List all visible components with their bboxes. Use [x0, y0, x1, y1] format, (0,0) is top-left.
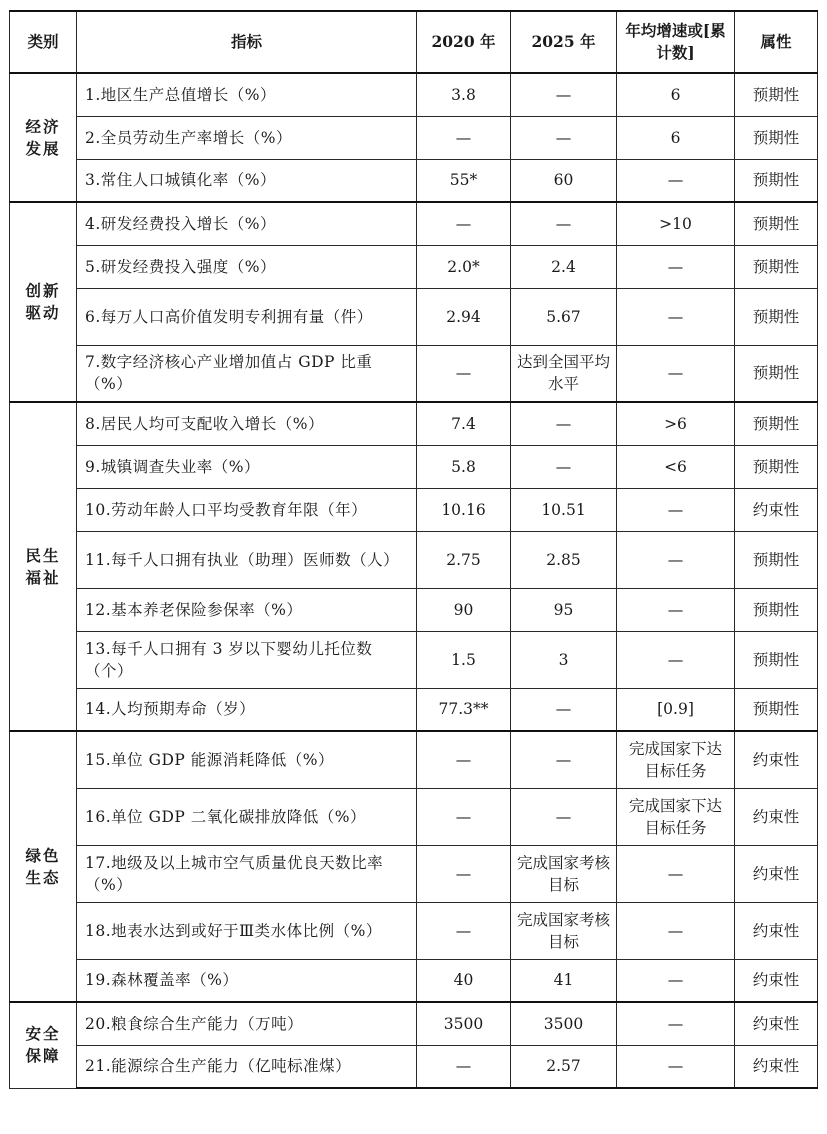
value-2020: — [417, 902, 511, 959]
growth-cell: 完成国家下达目标任务 [617, 788, 735, 845]
attribute-cell: 约束性 [735, 488, 818, 531]
growth-cell: — [617, 588, 735, 631]
attribute-cell: 预期性 [735, 588, 818, 631]
indicator-cell: 14.人均预期寿命（岁） [77, 688, 417, 731]
header-row [10, 11, 818, 73]
group-security [10, 1002, 818, 1088]
value-2025: 95 [511, 588, 617, 631]
attribute-cell: 约束性 [735, 1002, 818, 1045]
table-row [10, 345, 818, 402]
group-innovation [10, 202, 818, 402]
attribute-cell: 预期性 [735, 531, 818, 588]
value-2025: 2.57 [511, 1045, 617, 1088]
value-2020: — [417, 345, 511, 402]
header-growth: 年均增速或[累计数] [617, 11, 735, 73]
table-row [10, 902, 818, 959]
value-2020: 2.0* [417, 245, 511, 288]
table-row [10, 402, 818, 445]
value-2025: — [511, 116, 617, 159]
value-2020: — [417, 788, 511, 845]
attribute-cell: 预期性 [735, 402, 818, 445]
table-row [10, 116, 818, 159]
header-category: 类别 [10, 11, 77, 73]
table-row [10, 445, 818, 488]
table-row [10, 288, 818, 345]
indicator-cell: 11.每千人口拥有执业（助理）医师数（人） [77, 531, 417, 588]
value-2025: — [511, 202, 617, 245]
growth-cell: — [617, 159, 735, 202]
value-2020: 10.16 [417, 488, 511, 531]
value-2025: 41 [511, 959, 617, 1002]
growth-cell: 完成国家下达目标任务 [617, 731, 735, 788]
growth-cell: — [617, 631, 735, 688]
attribute-cell: 约束性 [735, 959, 818, 1002]
table-row [10, 1045, 818, 1088]
table-row [10, 688, 818, 731]
indicator-cell: 1.地区生产总值增长（%） [77, 73, 417, 116]
value-2020: 2.94 [417, 288, 511, 345]
attribute-cell: 预期性 [735, 631, 818, 688]
header-attribute: 属性 [735, 11, 818, 73]
category-cell: 创新驱动 [10, 202, 77, 402]
attribute-cell: 约束性 [735, 902, 818, 959]
value-2020: 55* [417, 159, 511, 202]
value-2020: 77.3** [417, 688, 511, 731]
table-row [10, 731, 818, 788]
growth-cell: 6 [617, 73, 735, 116]
growth-cell: >10 [617, 202, 735, 245]
indicator-cell: 9.城镇调查失业率（%） [77, 445, 417, 488]
indicator-cell: 7.数字经济核心产业增加值占 GDP 比重（%） [77, 345, 417, 402]
value-2020: — [417, 116, 511, 159]
growth-cell: — [617, 845, 735, 902]
table-row [10, 488, 818, 531]
value-2020: — [417, 845, 511, 902]
indicator-cell: 18.地表水达到或好于Ⅲ类水体比例（%） [77, 902, 417, 959]
indicator-cell: 5.研发经费投入强度（%） [77, 245, 417, 288]
table-row [10, 73, 818, 116]
indicator-cell: 21.能源综合生产能力（亿吨标准煤） [77, 1045, 417, 1088]
group-wellbeing [10, 402, 818, 731]
attribute-cell: 约束性 [735, 788, 818, 845]
attribute-cell: 预期性 [735, 688, 818, 731]
growth-cell: — [617, 488, 735, 531]
attribute-cell: 约束性 [735, 845, 818, 902]
value-2025: 达到全国平均水平 [511, 345, 617, 402]
growth-cell: — [617, 245, 735, 288]
value-2020: — [417, 731, 511, 788]
growth-cell: <6 [617, 445, 735, 488]
value-2025: 2.4 [511, 245, 617, 288]
value-2020: 1.5 [417, 631, 511, 688]
growth-cell: — [617, 288, 735, 345]
attribute-cell: 约束性 [735, 1045, 818, 1088]
value-2020: 2.75 [417, 531, 511, 588]
attribute-cell: 预期性 [735, 116, 818, 159]
indicator-cell: 8.居民人均可支配收入增长（%） [77, 402, 417, 445]
value-2020: 90 [417, 588, 511, 631]
value-2020: 5.8 [417, 445, 511, 488]
value-2020: 7.4 [417, 402, 511, 445]
value-2025: 3 [511, 631, 617, 688]
group-economy [10, 73, 818, 202]
header-indicator: 指标 [77, 11, 417, 73]
table-row [10, 631, 818, 688]
category-cell: 绿色生态 [10, 731, 77, 1002]
indicator-cell: 16.单位 GDP 二氧化碳排放降低（%） [77, 788, 417, 845]
indicator-cell: 3.常住人口城镇化率（%） [77, 159, 417, 202]
indicator-cell: 13.每千人口拥有 3 岁以下婴幼儿托位数（个） [77, 631, 417, 688]
value-2025: — [511, 445, 617, 488]
group-ecology [10, 731, 818, 1002]
header-2020: 2020 年 [417, 11, 511, 73]
table-row [10, 202, 818, 245]
attribute-cell: 预期性 [735, 445, 818, 488]
indicator-cell: 20.粮食综合生产能力（万吨） [77, 1002, 417, 1045]
growth-cell: — [617, 1045, 735, 1088]
indicator-cell: 6.每万人口高价值发明专利拥有量（件） [77, 288, 417, 345]
value-2025: — [511, 688, 617, 731]
indicator-cell: 19.森林覆盖率（%） [77, 959, 417, 1002]
indicator-cell: 4.研发经费投入增长（%） [77, 202, 417, 245]
attribute-cell: 预期性 [735, 159, 818, 202]
value-2020: 3.8 [417, 73, 511, 116]
value-2025: — [511, 73, 617, 116]
table-row [10, 788, 818, 845]
table-row [10, 531, 818, 588]
value-2025: — [511, 731, 617, 788]
table-row [10, 1002, 818, 1045]
attribute-cell: 预期性 [735, 345, 818, 402]
growth-cell: [0.9] [617, 688, 735, 731]
value-2025: 完成国家考核目标 [511, 902, 617, 959]
attribute-cell: 预期性 [735, 288, 818, 345]
indicator-cell: 2.全员劳动生产率增长（%） [77, 116, 417, 159]
growth-cell: — [617, 902, 735, 959]
indicator-cell: 17.地级及以上城市空气质量优良天数比率（%） [77, 845, 417, 902]
value-2025: 2.85 [511, 531, 617, 588]
value-2020: — [417, 1045, 511, 1088]
value-2025: 完成国家考核目标 [511, 845, 617, 902]
value-2025: 5.67 [511, 288, 617, 345]
table-row [10, 159, 818, 202]
header-2025: 2025 年 [511, 11, 617, 73]
indicator-cell: 15.单位 GDP 能源消耗降低（%） [77, 731, 417, 788]
attribute-cell: 预期性 [735, 73, 818, 116]
value-2025: — [511, 788, 617, 845]
growth-cell: — [617, 1002, 735, 1045]
indicator-cell: 10.劳动年龄人口平均受教育年限（年） [77, 488, 417, 531]
attribute-cell: 预期性 [735, 202, 818, 245]
table-row [10, 588, 818, 631]
value-2025: 60 [511, 159, 617, 202]
growth-cell: — [617, 959, 735, 1002]
value-2020: 3500 [417, 1002, 511, 1045]
attribute-cell: 约束性 [735, 731, 818, 788]
growth-cell: 6 [617, 116, 735, 159]
category-cell: 经济发展 [10, 73, 77, 202]
value-2020: 40 [417, 959, 511, 1002]
category-cell: 民生福祉 [10, 402, 77, 731]
value-2025: — [511, 402, 617, 445]
indicator-table [9, 10, 818, 1089]
value-2025: 3500 [511, 1002, 617, 1045]
category-cell: 安全保障 [10, 1002, 77, 1088]
attribute-cell: 预期性 [735, 245, 818, 288]
table-row [10, 245, 818, 288]
table-row [10, 959, 818, 1002]
indicator-cell: 12.基本养老保险参保率（%） [77, 588, 417, 631]
value-2025: 10.51 [511, 488, 617, 531]
growth-cell: >6 [617, 402, 735, 445]
table-row [10, 845, 818, 902]
value-2020: — [417, 202, 511, 245]
growth-cell: — [617, 345, 735, 402]
growth-cell: — [617, 531, 735, 588]
